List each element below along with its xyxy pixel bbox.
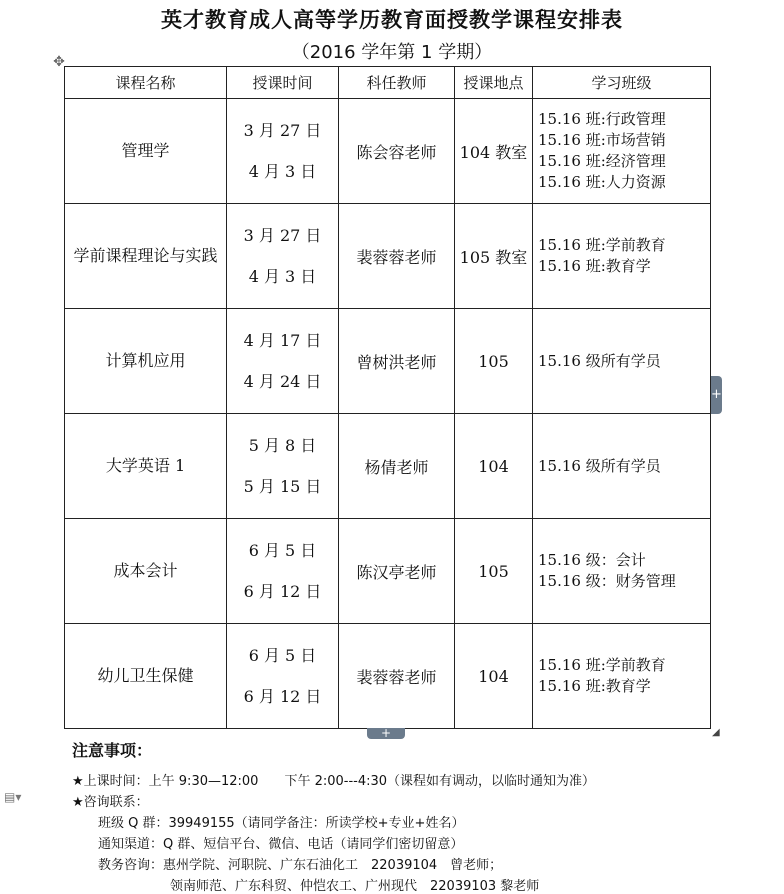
dates-cell [227,414,339,519]
location-cell: 105 [455,309,533,414]
course-cell [65,309,227,414]
date-2: 4 月 3 日 [248,162,317,181]
class-line: 15.16 班:人力资源 [538,173,666,191]
date-2: 5 月 15 日 [243,477,322,496]
course-name: 管理学 [121,141,170,160]
course-name: 幼儿卫生保健 [97,666,194,685]
teacher-cell: 陈会容老师 [339,99,455,204]
course-cell [65,99,227,204]
location-cell: 105 [455,519,533,624]
table-row [65,414,711,519]
class-line: 15.16 班:教育学 [538,257,651,275]
date-2: 4 月 3 日 [248,267,317,286]
course-name: 成本会计 [113,561,178,580]
note-affairs-2: 领南师范、广东科贸、仲恺农工、广州现代 22039103 黎老师 [170,879,540,894]
table-row [65,624,711,729]
page-title: 英才教育成人高等学历教育面授教学课程安排表 [161,7,623,32]
date-1: 6 月 5 日 [248,541,317,560]
note-affairs-1: 教务咨询：惠州学院、河职院、广东石油化工 22039104 曾老师； [98,858,503,873]
schedule-table [64,66,711,729]
table-row [65,519,711,624]
note-class-time: ★上课时间：上午 9:30—12:00 下午 2:00---4:30（课程如有调动，以临时通知为准） [72,774,596,789]
date-2: 6 月 12 日 [243,582,322,601]
course-cell [65,519,227,624]
table-resize-icon[interactable]: ◢ [712,727,720,738]
dates-cell [227,519,339,624]
class-line: 15.16 班:教育学 [538,677,651,695]
header-location: 授课地点 [455,67,533,99]
note-contact: ★咨询联系： [72,795,149,810]
table-header-row [65,67,711,99]
table-move-icon[interactable]: ✥ [53,54,65,70]
note-notify-channel: 通知渠道：Q 群、短信平台、微信、电话（请同学们密切留意） [98,837,464,852]
class-line: 15.16 级所有学员 [538,456,661,475]
class-cell [533,624,711,729]
date-1: 3 月 27 日 [243,226,322,245]
header-course: 课程名称 [65,67,227,99]
class-line: 15.16 级所有学员 [538,351,661,370]
header-time: 授课时间 [227,67,339,99]
location-cell: 104 [455,624,533,729]
class-cell [533,99,711,204]
class-cell [533,309,711,414]
teacher-cell: 裴蓉蓉老师 [339,204,455,309]
add-row-plus-icon[interactable]: + [367,728,405,739]
date-1: 4 月 17 日 [243,331,322,350]
page-subtitle: （2016 学年第 1 学期） [291,42,493,63]
document-icon[interactable]: ▤▾ [4,790,22,804]
table-row [65,309,711,414]
class-line: 15.16 班:市场营销 [538,131,666,149]
date-1: 3 月 27 日 [243,121,322,140]
class-line: 15.16 班:学前教育 [538,236,666,254]
course-name: 大学英语 1 [105,456,186,475]
teacher-cell: 杨倩老师 [339,414,455,519]
location-cell: 105 教室 [455,204,533,309]
dates-cell [227,204,339,309]
class-line: 15.16 级：财务管理 [538,572,676,590]
teacher-cell: 曾树洪老师 [339,309,455,414]
course-cell [65,414,227,519]
course-name: 学前课程理论与实践 [73,246,218,265]
class-line: 15.16 班:行政管理 [538,110,666,128]
course-cell [65,204,227,309]
class-line: 15.16 级：会计 [538,551,646,569]
class-cell [533,414,711,519]
table-row [65,204,711,309]
course-name: 计算机应用 [105,351,186,370]
location-cell: 104 [455,414,533,519]
dates-cell [227,309,339,414]
location-cell: 104 教室 [455,99,533,204]
class-cell [533,204,711,309]
header-teacher: 科任教师 [339,67,455,99]
notes-title: 注意事项： [72,741,153,760]
class-line: 15.16 班:经济管理 [538,152,666,170]
header-class: 学习班级 [533,67,711,99]
course-cell [65,624,227,729]
dates-cell [227,99,339,204]
dates-cell [227,624,339,729]
teacher-cell: 陈汉亭老师 [339,519,455,624]
note-qq-group: 班级 Q 群：39949155（请同学备注：所读学校+专业+姓名） [98,816,465,831]
date-2: 6 月 12 日 [243,687,322,706]
date-1: 5 月 8 日 [248,436,317,455]
teacher-cell: 裴蓉蓉老师 [339,624,455,729]
class-line: 15.16 班:学前教育 [538,656,666,674]
add-column-plus-icon[interactable]: + [711,376,722,414]
date-1: 6 月 5 日 [248,646,317,665]
table-row [65,99,711,204]
class-cell [533,519,711,624]
date-2: 4 月 24 日 [243,372,322,391]
